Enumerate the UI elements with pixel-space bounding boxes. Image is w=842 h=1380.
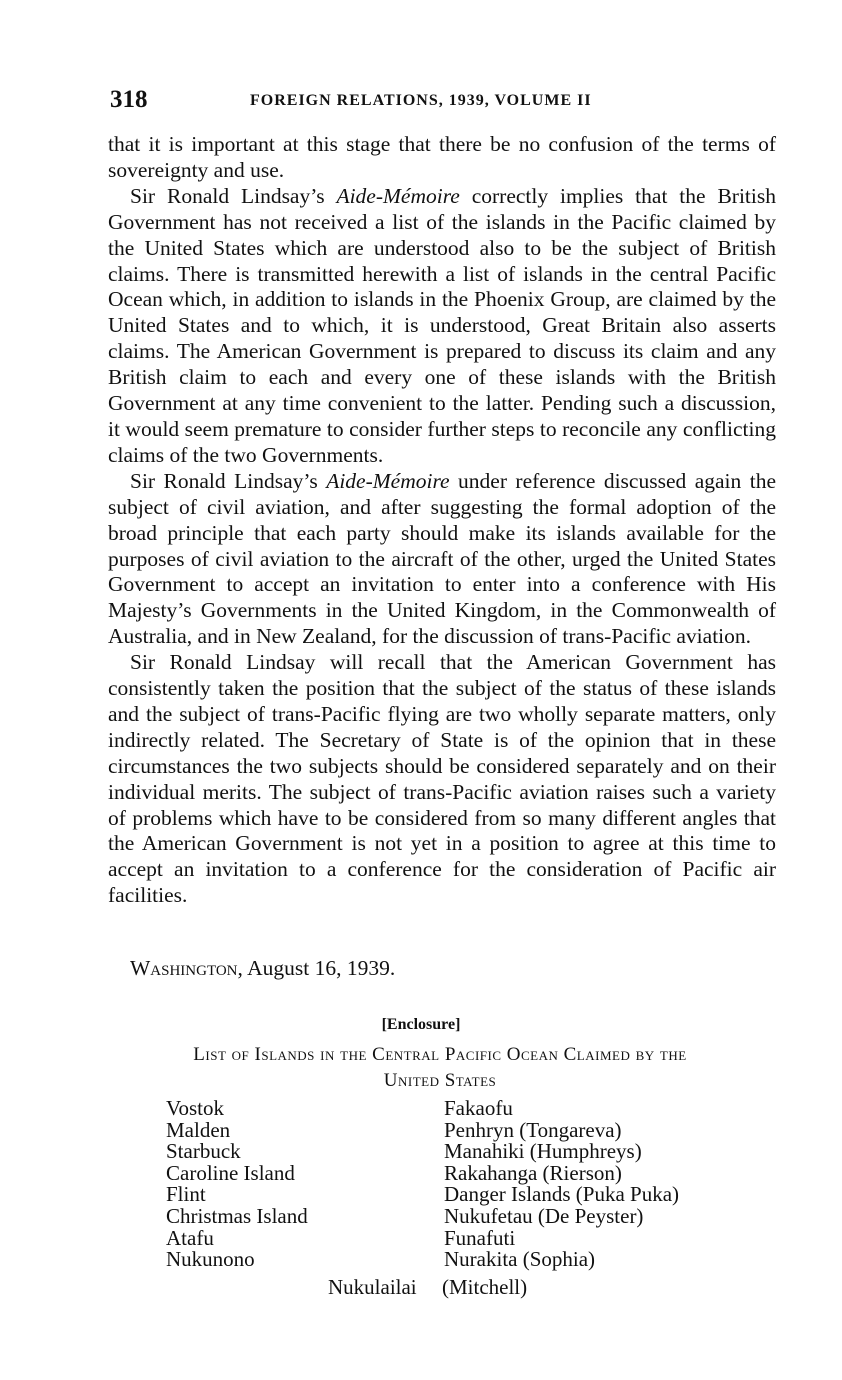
list-item: Caroline Island: [166, 1160, 295, 1185]
enclosure-label: [Enclosure]: [381, 1016, 461, 1033]
islands-right-column: [444, 1098, 679, 1271]
list-item: Starbuck: [166, 1139, 241, 1164]
signoff-date: , August 16, 1939.: [237, 956, 396, 980]
page-header: [110, 86, 770, 116]
list-item: Atafu: [166, 1225, 214, 1250]
list-title: [110, 1042, 770, 1094]
list-item: Nurakita (Sophia): [444, 1247, 596, 1272]
aide-memoire-italic: Aide-Mémoire: [326, 468, 450, 493]
list-item: Funafuti: [444, 1225, 516, 1250]
paragraph-2: [108, 184, 776, 469]
paragraph-2-rest: correctly implies that the British Government has not received a list of the islands in the Pacific claimed by the United States which are understood also to be the subject of British claims. There is transmitted herewith a list of islands in the central Pacific Ocean which, in addition to islands in the Phoenix Group, are claimed by the United States and to which, it is understood, Great Britain also asserts claims. The American Government is prepared to discuss its claim and any British claim to each and every one of these islands with the British Government at any time convenient to the latter. Pending such a discussion, it would seem premature to consider further steps to reconcile any conflicting claims of the two Governments.: [108, 183, 776, 467]
body-text: [108, 132, 776, 909]
paragraph-3: [108, 469, 776, 650]
list-item: Nukunono: [166, 1247, 255, 1272]
list-title-line-1: List of Islands in the Central Pacific Ocean Claimed by the: [193, 1044, 687, 1065]
list-item: Rakahanga (Rierson): [444, 1160, 622, 1185]
paragraph-2-name: Sir Ronald Lindsay’s: [130, 183, 337, 208]
list-item: Malden: [166, 1117, 231, 1142]
islands-left-column: [166, 1098, 308, 1271]
paragraph-3-rest: under reference discussed again the subject of civil aviation, and after suggesting the formal adoption of the broad principle that each party should make its islands available for the purposes of civil aviation to the aircraft of the other, urged the United States Government to accept an invitation to enter into a conference with His Majesty’s Governments in the United Kingdom, in the Commonwealth of Australia, and in New Zealand, for the discussion of trans-Pacific aviation.: [108, 468, 776, 649]
paragraph-4: Sir Ronald Lindsay will recall that the American Government has consistently taken the position that the subject of the status of these islands and the subject of trans-Pacific flying are two wholly separate matters, only indirectly related. The Secretary of State is of the opinion that in these circumstances the two subjects should be considered separately and on their individual merits. The subject of trans-Pacific aviation raises such a variety of problems which have to be considered from so many different angles that the American Government is not yet in a position to agree at this time to accept an invitation to a conference for the consideration of Pacific air facilities.: [108, 650, 776, 908]
list-item: Vostok: [166, 1096, 224, 1120]
list-title-line-2: United States: [383, 1070, 497, 1091]
list-item-last-alias: (Mitchell): [442, 1275, 528, 1299]
signoff-place: Washington: [130, 956, 238, 980]
paragraph-3-name: Sir Ronald Lindsay’s: [130, 468, 327, 493]
list-item: Christmas Island: [166, 1203, 308, 1228]
aide-memoire-italic: Aide-Mémoire: [336, 183, 460, 208]
list-item: Penhryn (Tongareva): [444, 1117, 622, 1142]
list-item-last-name: Nukulailai: [328, 1275, 417, 1299]
paragraph-1: that it is important at this stage that there be no confusion of the terms of sovereignty and use.: [108, 132, 776, 182]
list-item: Danger Islands (Puka Puka): [444, 1182, 680, 1207]
page-number: 318: [110, 86, 148, 113]
list-item: Flint: [166, 1182, 206, 1207]
list-item: Manahiki (Humphreys): [444, 1139, 642, 1164]
list-item: Fakaofu: [444, 1096, 513, 1120]
running-head: FOREIGN RELATIONS, 1939, VOLUME II: [250, 92, 592, 109]
signoff: [130, 956, 395, 981]
list-item: Nukufetau (De Peyster): [444, 1203, 644, 1228]
